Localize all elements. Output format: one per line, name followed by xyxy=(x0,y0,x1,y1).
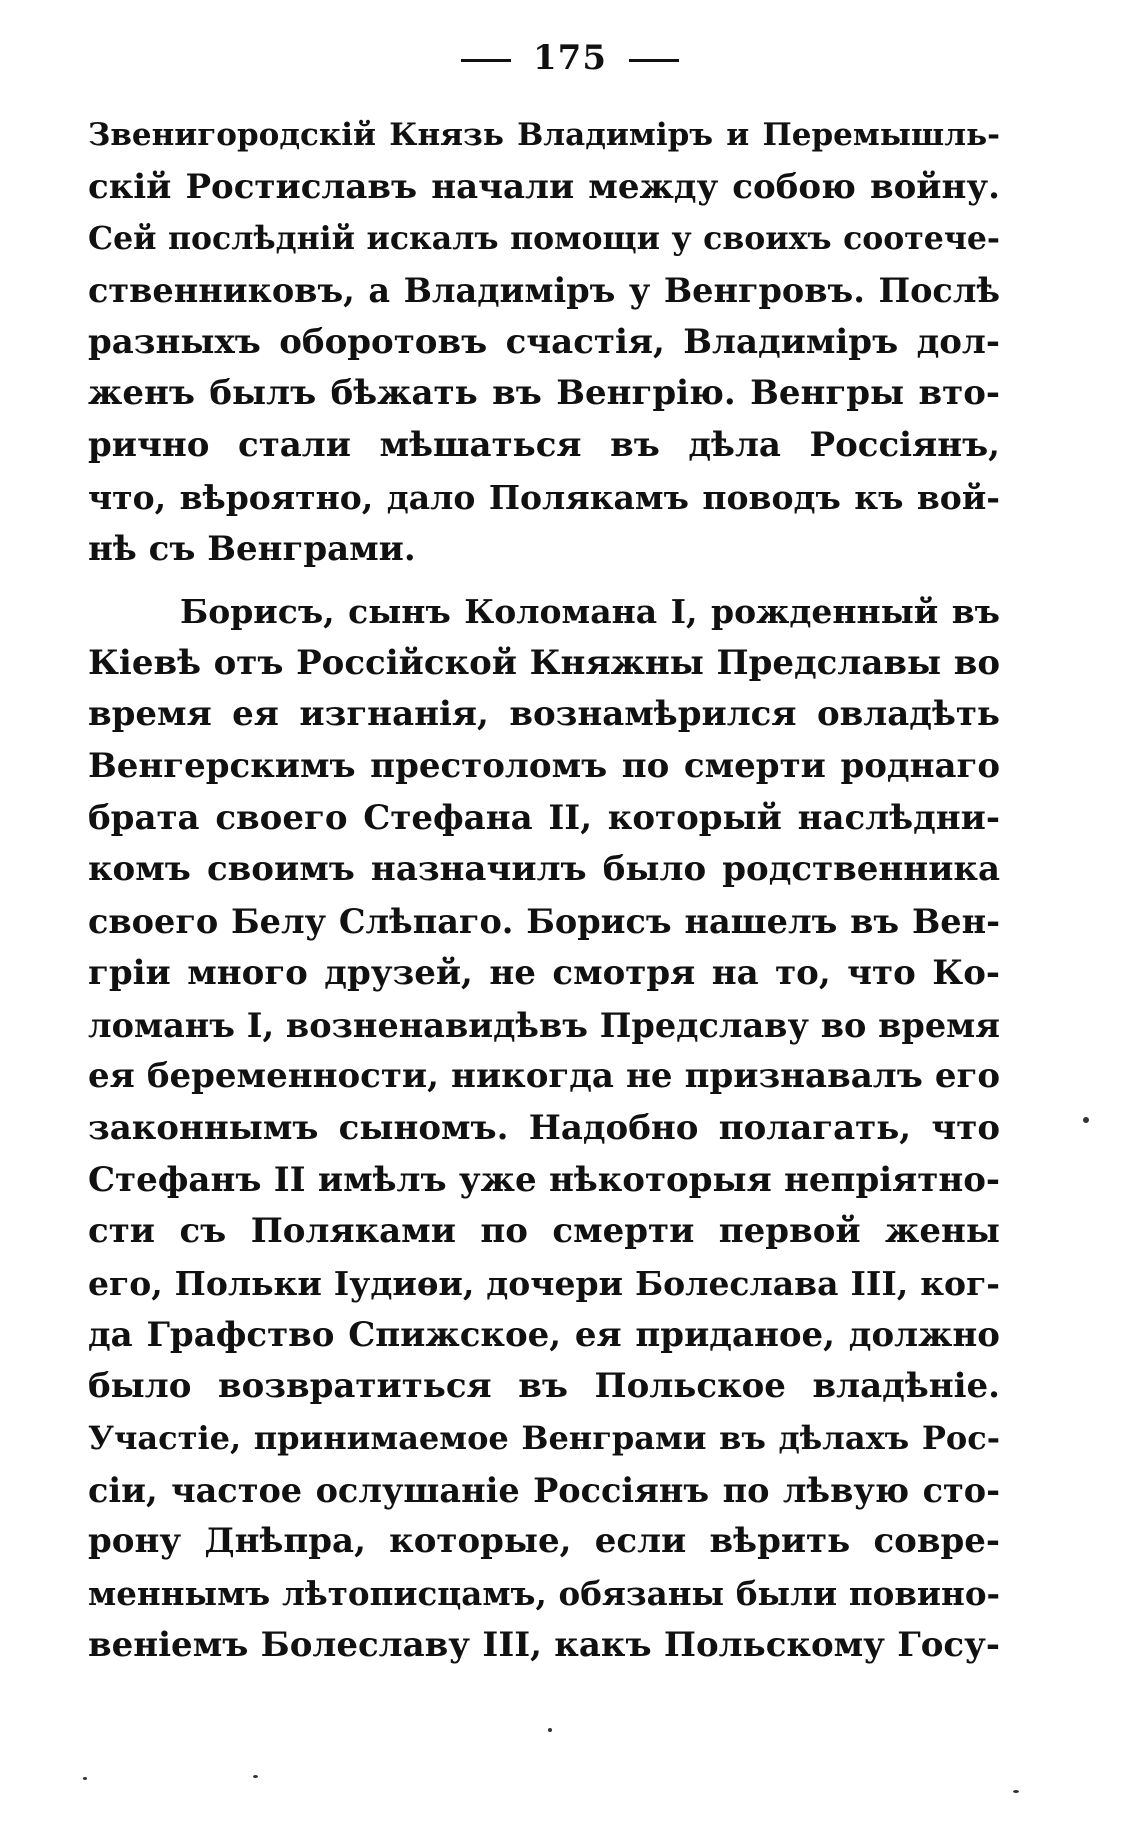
text-line: Сей послѣдній искалъ помощи у своихъ соотече- xyxy=(88,220,1000,258)
text-line: своего Белу Слѣпаго. Борисъ нашелъ въ Вен- xyxy=(88,902,1000,942)
text-line: да Графство Спижское, ея приданое, должно xyxy=(88,1314,1000,1355)
text-line: разныхъ оборотовъ счастія, Владиміръ дол- xyxy=(88,321,1000,362)
page-number: 175 xyxy=(533,38,607,78)
text-line: сіи, частое ослушаніе Россіянъ по лѣвую сто- xyxy=(88,1470,1000,1510)
page-header xyxy=(0,38,1140,78)
text-line: было возвратиться въ Польское владѣніе. xyxy=(88,1366,1000,1407)
scan-speck xyxy=(548,1728,552,1732)
text-line: комъ своимъ назначилъ было родственника xyxy=(88,849,1000,890)
scan-speck xyxy=(1083,1117,1089,1123)
text-line: его, Польки Іудиѳи, дочери Болеслава III, ког- xyxy=(88,1263,1000,1303)
text-line: гріи много друзей, не смотря на то, что Ко- xyxy=(88,952,1000,993)
paragraph-2 xyxy=(88,586,1000,1671)
text-line: скій Ростиславъ начали между собою войну. xyxy=(88,166,1000,207)
text-line: ея беременности, никогда не признавалъ его xyxy=(88,1056,1000,1097)
text-line: Звенигородскій Князь Владиміръ и Перемышль- xyxy=(88,117,1000,153)
header-dash-right xyxy=(629,59,679,62)
paragraph-1 xyxy=(88,110,1000,575)
text-line: веніемъ Болеславу III, какъ Польскому Госу- xyxy=(88,1624,1000,1665)
text-line: время ея изгнанія, вознамѣрился овладѣть xyxy=(88,694,1000,735)
text-line: законнымъ сыномъ. Надобно полагать, что xyxy=(88,1107,1000,1148)
text-line: ственниковъ, а Владиміръ у Венгровъ. Послѣ xyxy=(88,271,1000,311)
text-line: Участіе, принимаемое Венграми въ дѣлахъ Рос- xyxy=(88,1419,1000,1457)
scan-speck xyxy=(1013,1790,1019,1793)
scan-speck xyxy=(253,1775,258,1778)
scan-speck xyxy=(83,1777,87,1780)
text-line: ломанъ I, возненавидѣвъ Предславу во время xyxy=(88,1005,1000,1045)
text-line: Венгерскимъ престоломъ по смерти роднаго xyxy=(88,746,1000,787)
text-line: что, вѣроятно, дало Полякамъ поводъ къ вой- xyxy=(88,477,1000,517)
text-line: сти съ Поляками по смерти первой жены xyxy=(88,1211,1000,1252)
text-line: рично стали мѣшаться въ дѣла Россіянъ, xyxy=(88,425,1000,466)
header-dash-left xyxy=(461,59,511,62)
text-line: рону Днѣпра, которые, если вѣрить совре- xyxy=(88,1521,1000,1562)
text-line: нѣ съ Венграми. xyxy=(88,528,416,569)
text-line: Стефанъ II имѣлъ уже нѣкоторыя непріятно- xyxy=(88,1159,1000,1200)
text-line: женъ былъ бѣжать въ Венгрію. Венгры вто- xyxy=(88,373,1000,414)
text-line: брата своего Стефана II, который наслѣдни- xyxy=(88,797,1000,838)
text-line: меннымъ лѣтописцамъ, обязаны были повино- xyxy=(88,1574,1000,1614)
text-line: Кіевѣ отъ Россійской Княжны Предславы во xyxy=(88,642,1000,683)
text-line: Борисъ, сынъ Коломана I, рожденный въ xyxy=(180,592,1000,631)
